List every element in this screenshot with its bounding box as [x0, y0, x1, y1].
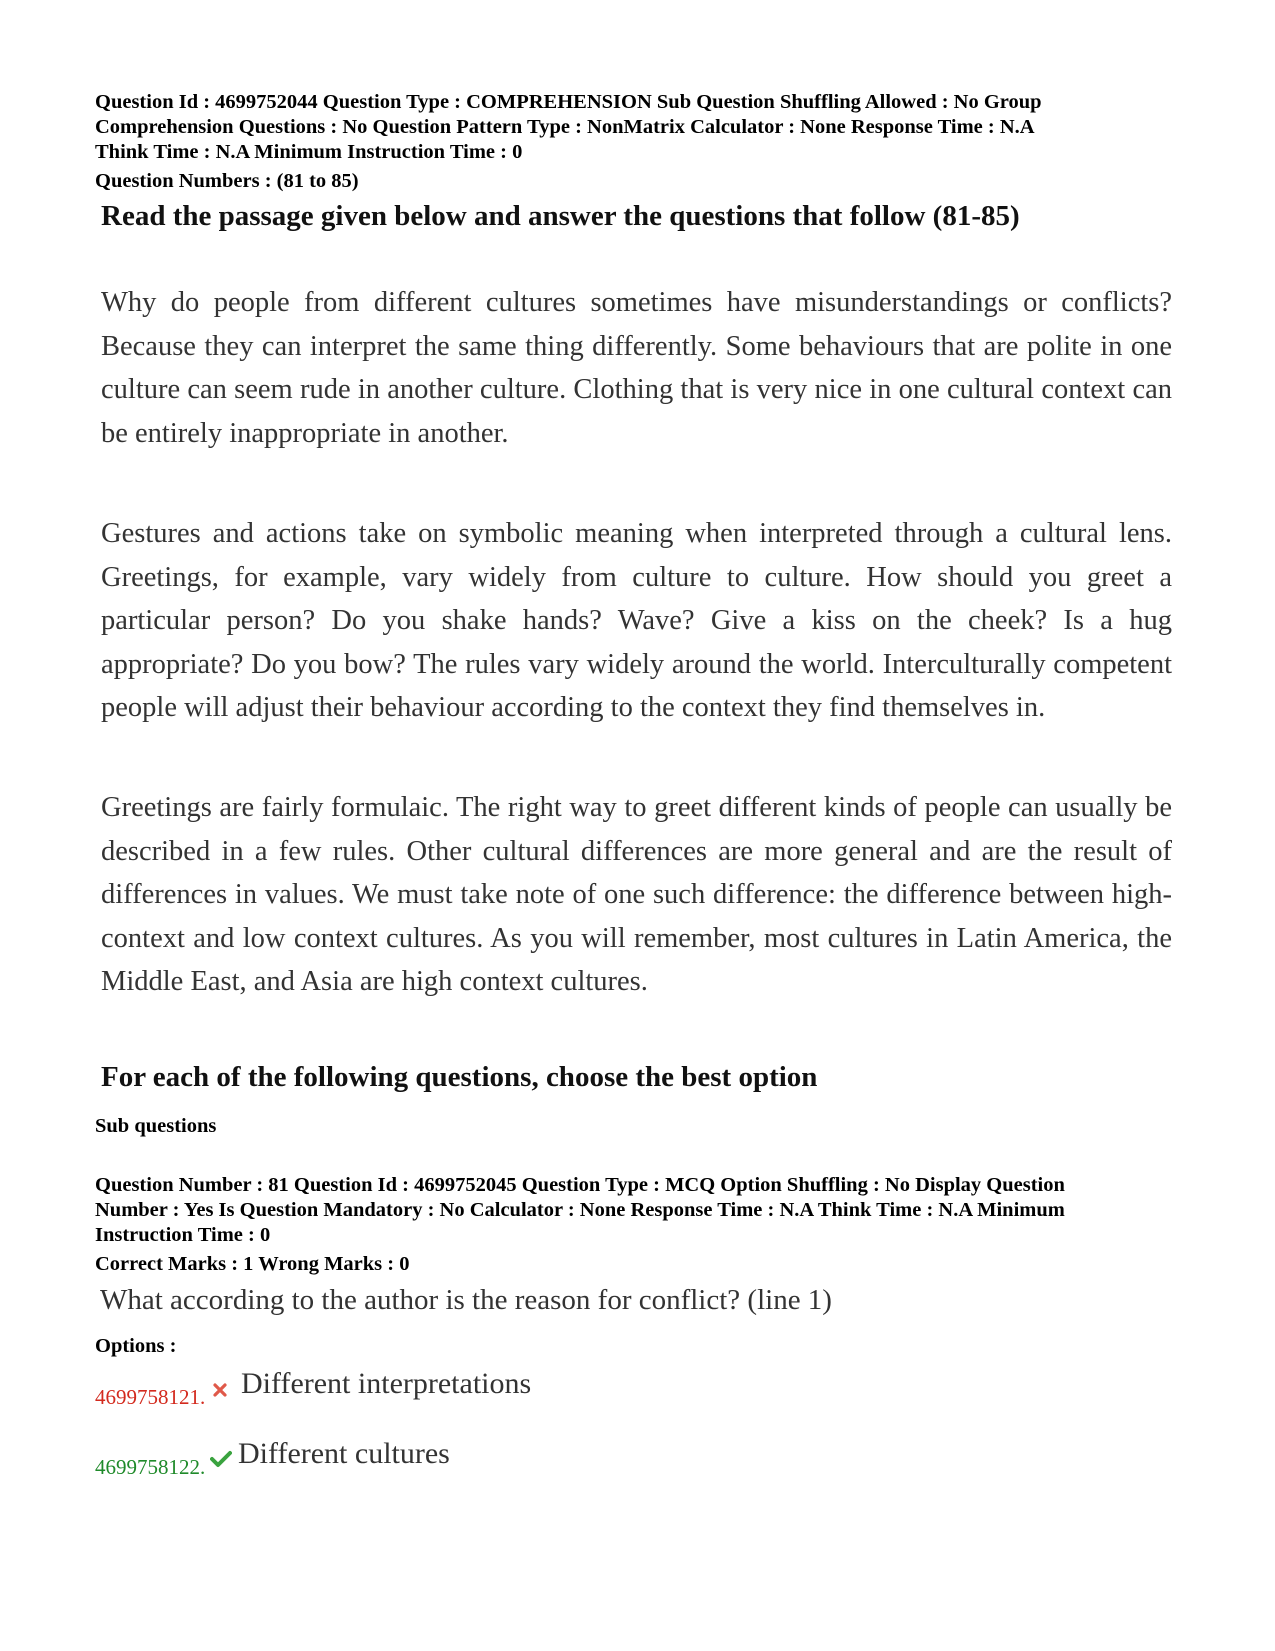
- question-metadata: [95, 1173, 1175, 1277]
- checkmark-icon: [210, 1450, 232, 1473]
- cross-icon: [213, 1383, 227, 1402]
- question-meta-line-3: Instruction Time : 0: [95, 1224, 271, 1246]
- passage-paragraph-1: Why do people from different cultures sometimes have misunderstandings or conflicts? Because they can interpret the same thing differently. Some behaviours that are polite in one culture can seem rude in another culture. Clothing that is very nice in one cultural context can be entirely inappropriate in another.: [101, 287, 1172, 449]
- group-metadata: [95, 90, 1175, 194]
- passage-paragraph-2: Gestures and actions take on symbolic meaning when interpreted through a cultural lens. Greetings, for example, vary widely from culture to culture. How should you greet a particular person? Do you shake hands? Wave? Give a kiss on the cheek? Is a hug appropriate? Do you bow? The rules vary widely around the world. Interculturally competent people will adjust their behaviour according to the context they find themselves in.: [101, 518, 1172, 723]
- question-text: What according to the author is the reason for conflict? (line 1): [100, 1284, 832, 1316]
- group-meta-line-2: Comprehension Questions : No Question Pattern Type : NonMatrix Calculator : None Response Time : N.A: [95, 116, 1035, 138]
- option-id: 4699758122.: [95, 1455, 206, 1479]
- question-meta-line-1: Question Number : 81 Question Id : 4699752045 Question Type : MCQ Option Shuffling : No Display Question: [95, 1174, 1065, 1196]
- group-meta-line-3: Think Time : N.A Minimum Instruction Time : 0: [95, 141, 523, 163]
- option-text: Different interpretations: [241, 1367, 532, 1400]
- marks-line: Correct Marks : 1 Wrong Marks : 0: [95, 1253, 410, 1275]
- group-meta-line-1: Question Id : 4699752044 Question Type : COMPREHENSION Sub Question Shuffling Allowed : No Group: [95, 91, 1042, 113]
- question-numbers: Question Numbers : (81 to 85): [95, 170, 359, 192]
- question-meta-line-2: Number : Yes Is Question Mandatory : No Calculator : None Response Time : N.A Think Time : N.A Minimum: [95, 1199, 1065, 1221]
- instruction-heading: For each of the following questions, choose the best option: [101, 1061, 818, 1093]
- option-row[interactable]: [95, 1437, 695, 1480]
- passage-paragraph-3: Greetings are fairly formulaic. The right way to greet different kinds of people can usually be described in a few rules. Other cultural differences are more general and are the result of differences in values. We must take note of one such difference: the difference between high-context and low context cultures. As you will remember, most cultures in Latin America, the Middle East, and Asia are high context cultures.: [101, 792, 1172, 997]
- passage-heading: Read the passage given below and answer the questions that follow (81-85): [101, 200, 1020, 232]
- option-id: 4699758121.: [95, 1385, 206, 1409]
- option-row[interactable]: [95, 1367, 695, 1410]
- options-label: Options :: [95, 1335, 177, 1357]
- option-text: Different cultures: [238, 1437, 450, 1470]
- sub-questions-label: Sub questions: [95, 1115, 217, 1137]
